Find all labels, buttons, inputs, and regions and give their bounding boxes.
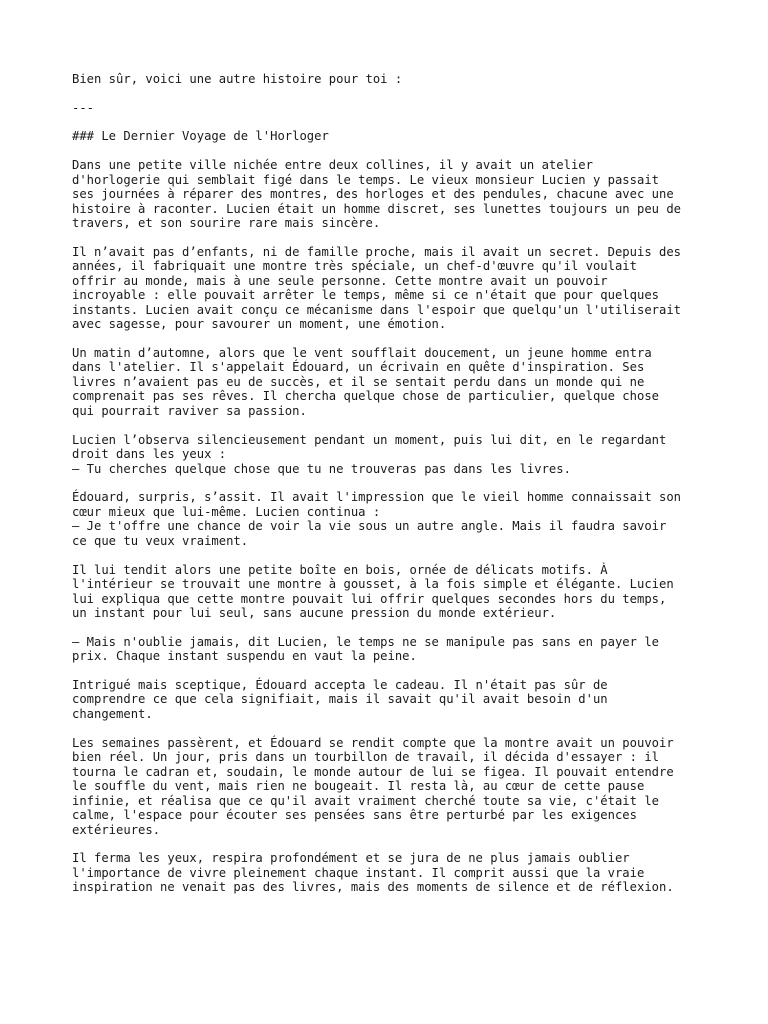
paragraph: Les semaines passèrent, et Édouard se rendit compte que la montre avait un pouvoir bien réel. Un jour, pris dans un tourbillon de travail, il décida d'essayer : il tourna le cadran et, soudain, le monde autour de lui se figea. Il pouvait entendre le souffle du vent, mais rien ne bougeait. Il resta là, au cœur de cette pause infinie, et réalisa que ce qu'il avait vraiment cherché toute sa vie, c'était le calme, l'espace pour écouter ses pensées sans être perturbé par les exigences extérieures. — [72, 735, 674, 837]
separator-line: --- — [72, 100, 95, 115]
paragraph: Il lui tendit alors une petite boîte en bois, ornée de délicats motifs. À l'intérieur se trouvait une montre à gousset, à la fois simple et élégante. Lucien lui expliqua que cette montre pouvait lui offrir quelques secondes hors du temps, un instant pour lui seul, sans aucune pression du monde extérieur. — [72, 562, 674, 620]
paragraph: Il n’avait pas d’enfants, ni de famille proche, mais il avait un secret. Depuis des années, il fabriquait une montre très spéciale, un chef-d'œuvre qu'il voulait offrir au monde, mais à une seule personne. Cette montre avait un pouvoir incroyable : elle pouvait arrêter le temps, même si ce n'était que pour quelques instants. Lucien avait conçu ce mécanisme dans l'espoir que quelqu'un l'utiliserait avec sagesse, pour savourer un moment, une émotion. — [72, 244, 682, 332]
document-page — [72, 72, 712, 909]
paragraph: Il ferma les yeux, respira profondément et se jura de ne plus jamais oublier l'importance de vivre pleinement chaque instant. Il comprit aussi que la vraie inspiration ne venait pas des livres, mais des moments de silence et de réflexion. — [72, 851, 674, 895]
paragraph: Lucien l’observa silencieusement pendant un moment, puis lui dit, en le regardant droit dans les yeux : – Tu cherches quelque chose que tu ne trouveras pas dans les livres. — [72, 432, 667, 476]
paragraph: Intrigué mais sceptique, Édouard accepta le cadeau. Il n'était pas sûr de comprendre ce que cela signifiait, mais il savait qu'il avait besoin d'un changement. — [72, 677, 608, 721]
paragraph: Dans une petite ville nichée entre deux collines, il y avait un atelier d'horlogerie qui semblait figé dans le temps. Le vieux monsieur Lucien y passait ses journées à réparer des montres, des horloges et des pendules, chacune avec une histoire à raconter. Lucien était un homme discret, ses lunettes toujours un peu de travers, et son sourire rare mais sincère. — [72, 158, 682, 231]
story-title: ### Le Dernier Voyage de l'Horloger — [72, 129, 329, 144]
paragraph: – Mais n'oublie jamais, dit Lucien, le temps ne se manipule pas sans en payer le prix. Chaque instant suspendu en vaut la peine. — [72, 634, 659, 664]
paragraph: Édouard, surpris, s’assit. Il avait l'impression que le vieil homme connaissait son cœur mieux que lui-même. Lucien continua : – Je t'offre une chance de voir la vie sous un autre angle. Mais il faudra savoir ce que tu veux vraiment. — [72, 490, 682, 548]
intro-line: Bien sûr, voici une autre histoire pour toi : — [72, 72, 403, 86]
paragraph: Un matin d’automne, alors que le vent soufflait doucement, un jeune homme entra dans l'atelier. Il s'appelait Édouard, un écrivain en quête d'inspiration. Ses livres n’avaient pas eu de succès, et il se sentait perdu dans un monde qui ne comprenait pas ses rêves. Il chercha quelque chose de particulier, quelque chose qui pourrait raviver sa passion. — [72, 345, 659, 418]
